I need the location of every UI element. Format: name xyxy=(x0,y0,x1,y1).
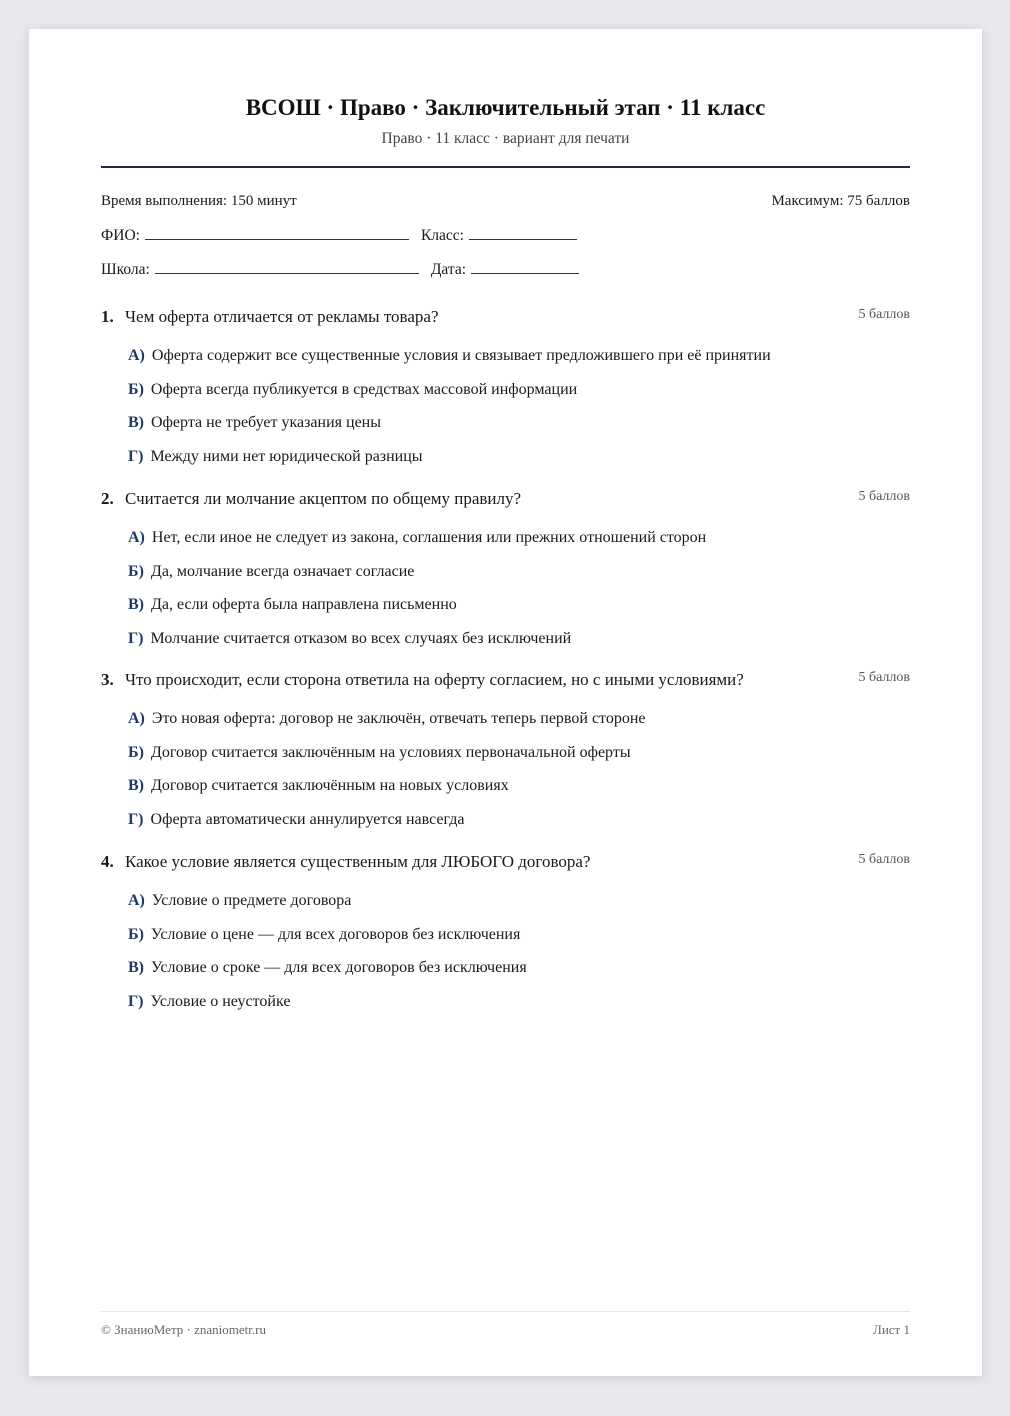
option-text: Между ними нет юридической разницы xyxy=(150,447,423,465)
option-letter: А) xyxy=(128,892,145,909)
option-text: Оферта автоматически аннулируется навсегда xyxy=(150,810,465,828)
question-number: 1. xyxy=(101,307,114,326)
footer-divider xyxy=(101,1311,910,1312)
question-4 xyxy=(101,852,910,1022)
sheet-number: Лист 1 xyxy=(873,1322,910,1337)
max-score: Максимум: 75 баллов xyxy=(771,193,910,209)
option-letter: Г) xyxy=(128,992,144,1010)
option-text: Условие о предмете договора xyxy=(151,892,352,909)
question-points: 5 баллов xyxy=(858,852,910,867)
class-field[interactable] xyxy=(469,225,577,240)
option-text: Оферта всегда публикуется в средствах массовой информации xyxy=(150,380,578,398)
question-text: Что происходит, если сторона ответила на оферту согласием, но с иными условиями? xyxy=(125,670,744,689)
answer-option[interactable] xyxy=(128,592,910,626)
question-header xyxy=(101,670,910,696)
date-field[interactable] xyxy=(471,259,579,274)
question-number: 2. xyxy=(101,489,114,508)
option-text: Да, если оферта была направлена письменно xyxy=(151,596,457,614)
fio-field[interactable] xyxy=(145,225,409,240)
answer-option[interactable] xyxy=(128,989,910,1023)
footer-copyright: © ЗнаниоМетр · znaniometr.ru xyxy=(101,1322,266,1337)
option-text: Это новая оферта: договор не заключён, отвечать теперь первой стороне xyxy=(151,710,646,727)
page-subtitle: Право · 11 класс · вариант для печати xyxy=(381,130,630,147)
option-text: Да, молчание всегда означает согласие xyxy=(150,562,415,580)
school-field[interactable] xyxy=(155,259,419,274)
school-row xyxy=(101,259,579,279)
answer-option[interactable] xyxy=(128,626,910,660)
option-letter: Б) xyxy=(128,562,144,580)
question-number: 3. xyxy=(101,670,114,689)
question-points: 5 баллов xyxy=(858,670,910,685)
question-3 xyxy=(101,670,910,840)
answer-option[interactable] xyxy=(128,377,910,411)
fio-row xyxy=(101,225,577,245)
time-limit: Время выполнения: 150 минут xyxy=(101,193,297,209)
question-points: 5 баллов xyxy=(858,307,910,322)
question-text: Чем оферта отличается от рекламы товара? xyxy=(125,307,439,326)
question-header xyxy=(101,852,910,878)
option-letter: А) xyxy=(128,710,145,727)
option-letter: А) xyxy=(128,529,145,546)
option-letter: В) xyxy=(128,596,144,614)
answer-option[interactable] xyxy=(128,559,910,593)
exam-meta xyxy=(101,193,910,210)
answer-option[interactable] xyxy=(128,888,910,922)
answer-option[interactable] xyxy=(128,706,910,740)
option-text: Условие о сроке — для всех договоров без исключения xyxy=(151,959,527,977)
answer-option[interactable] xyxy=(128,444,910,478)
option-letter: Г) xyxy=(128,810,144,828)
question-2 xyxy=(101,489,910,659)
option-letter: В) xyxy=(128,777,144,795)
option-letter: В) xyxy=(128,414,144,432)
question-text: Считается ли молчание акцептом по общему правилу? xyxy=(125,489,522,508)
fio-label: ФИО: xyxy=(101,227,140,244)
answer-option[interactable] xyxy=(128,773,910,807)
question-text: Какое условие является существенным для ЛЮБОГО договора? xyxy=(125,852,591,871)
question-points: 5 баллов xyxy=(858,489,910,504)
question-header xyxy=(101,489,910,515)
answer-option[interactable] xyxy=(128,343,910,377)
option-letter: Б) xyxy=(128,925,144,943)
option-text: Условие о цене — для всех договоров без исключения xyxy=(150,925,521,943)
question-header xyxy=(101,307,910,333)
option-letter: Г) xyxy=(128,629,144,647)
option-text: Молчание считается отказом во всех случаях без исключений xyxy=(150,629,572,647)
answer-option[interactable] xyxy=(128,525,910,559)
header-divider xyxy=(101,166,910,168)
option-text: Оферта содержит все существенные условия и связывает предложившего при её принятии xyxy=(151,347,771,364)
question-1 xyxy=(101,307,910,477)
page-footer xyxy=(101,1322,910,1338)
option-text: Условие о неустойке xyxy=(150,992,291,1010)
option-text: Договор считается заключённым на новых условиях xyxy=(151,777,509,795)
option-letter: Г) xyxy=(128,447,144,465)
answer-option[interactable] xyxy=(128,410,910,444)
option-text: Нет, если иное не следует из закона, соглашения или прежних отношений сторон xyxy=(151,529,707,546)
option-letter: А) xyxy=(128,347,145,364)
option-letter: Б) xyxy=(128,743,144,761)
school-label: Школа: xyxy=(101,261,150,278)
question-number: 4. xyxy=(101,852,114,871)
answer-option[interactable] xyxy=(128,807,910,841)
date-label: Дата: xyxy=(430,261,467,278)
answer-option[interactable] xyxy=(128,740,910,774)
option-letter: В) xyxy=(128,959,144,977)
class-label: Класс: xyxy=(420,227,464,244)
option-text: Договор считается заключённым на условиях первоначальной оферты xyxy=(150,743,631,761)
worksheet-page xyxy=(29,29,982,1376)
page-title: ВСОШ · Право · Заключительный этап · 11 класс xyxy=(245,95,766,120)
answer-option[interactable] xyxy=(128,922,910,956)
option-letter: Б) xyxy=(128,380,144,398)
answer-option[interactable] xyxy=(128,955,910,989)
option-text: Оферта не требует указания цены xyxy=(151,414,381,432)
